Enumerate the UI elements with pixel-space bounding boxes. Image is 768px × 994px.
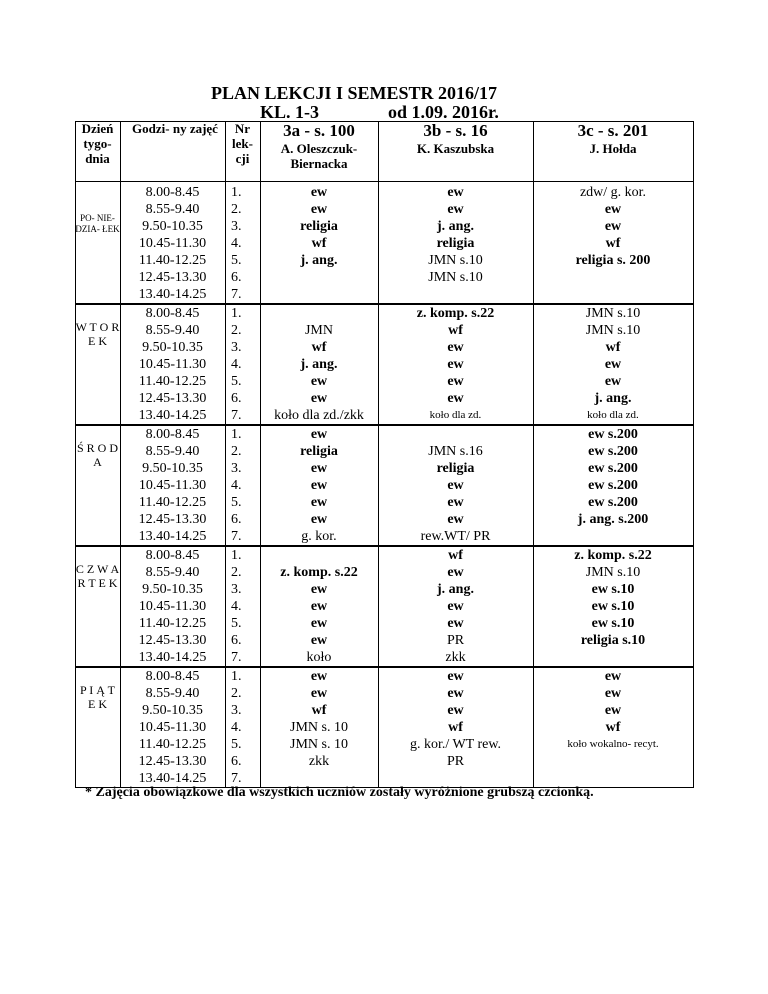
day-label: PO- NIE- DZIA- ŁEK — [75, 213, 120, 234]
class-b-subject: JMN s.10 — [428, 253, 483, 268]
class-a-subject: ew — [310, 686, 328, 701]
class-c-subject: wf — [605, 236, 621, 251]
lesson-number: 3. — [231, 219, 242, 234]
class-c-subject: JMN s.10 — [585, 306, 641, 321]
lesson-number: 5. — [231, 253, 242, 268]
class-c-subject: koło dla zd. — [587, 409, 639, 421]
lesson-row — [75, 235, 693, 252]
time-cell: 8.55-9.40 — [145, 444, 200, 459]
class-c-subject: ew s.200 — [588, 427, 638, 442]
lesson-row — [75, 702, 693, 719]
lesson-number: 7. — [231, 408, 242, 423]
lesson-number: 2. — [231, 323, 242, 338]
lesson-number: 1. — [231, 548, 242, 563]
lesson-number: 6. — [231, 270, 242, 285]
lesson-row — [75, 615, 693, 632]
class-c-name: 3c - s. 201 — [577, 121, 649, 140]
class-c-subject: ew — [604, 669, 622, 684]
time-cell: 9.50-10.35 — [142, 340, 203, 355]
time-cell: 13.40-14.25 — [138, 529, 207, 544]
lesson-row — [75, 494, 693, 511]
class-a-subject: ew — [310, 478, 328, 493]
header-day: Dzień tygo- dnia — [81, 121, 114, 166]
class-c-subject: j. ang. — [594, 391, 632, 406]
start-date: od 1.09. 2016r. — [388, 102, 499, 122]
day-label: C Z W A R T E K — [75, 562, 120, 590]
lesson-number: 4. — [231, 357, 242, 372]
lesson-row — [75, 753, 693, 770]
time-cell: 8.00-8.45 — [145, 185, 200, 200]
table-rule — [75, 121, 693, 122]
lesson-number: 1. — [231, 185, 242, 200]
lesson-number: 6. — [231, 633, 242, 648]
lesson-row — [75, 564, 693, 581]
lesson-row — [75, 511, 693, 528]
class-c-subject: ew s.200 — [588, 461, 638, 476]
time-cell: 10.45-11.30 — [138, 236, 207, 251]
lesson-number: 7. — [231, 529, 242, 544]
column-rule — [225, 121, 226, 788]
class-b-subject: ew — [447, 185, 464, 200]
class-b-subject: ew — [447, 357, 464, 372]
class-b-name: 3b - s. 16 — [423, 121, 488, 140]
header-class-a — [260, 121, 378, 183]
class-a-subject: religia — [300, 444, 338, 459]
class-c-subject: JMN s.10 — [585, 323, 641, 338]
class-a-subject: g. kor. — [301, 529, 337, 544]
class-b-subject: ew — [447, 703, 464, 718]
class-a-subject: ew — [310, 374, 328, 389]
time-cell: 12.45-13.30 — [138, 754, 207, 769]
class-b-subject: koło dla zd. — [429, 409, 482, 421]
lesson-number: 3. — [231, 461, 242, 476]
time-cell: 8.00-8.45 — [145, 669, 200, 684]
lesson-row — [75, 719, 693, 736]
lesson-number: 1. — [231, 306, 242, 321]
lesson-number: 3. — [231, 703, 242, 718]
table-rule — [75, 424, 693, 426]
lesson-number: 4. — [231, 720, 242, 735]
lesson-number: 7. — [231, 287, 242, 302]
time-cell: 12.45-13.30 — [138, 391, 207, 406]
class-b-subject: rew.WT/ PR — [420, 529, 491, 544]
lesson-row — [75, 201, 693, 218]
time-cell: 13.40-14.25 — [138, 287, 207, 302]
class-a-teacher: A. Oleszczuk- Biernacka — [280, 141, 358, 171]
class-b-subject: wf — [448, 323, 463, 338]
lesson-row — [75, 373, 693, 390]
class-b-subject: ew — [447, 669, 464, 684]
lesson-number: 4. — [231, 478, 242, 493]
time-cell: 8.00-8.45 — [145, 427, 200, 442]
class-c-subject: wf — [605, 340, 621, 355]
time-cell: 11.40-12.25 — [138, 495, 207, 510]
class-a-subject: ew — [310, 391, 328, 406]
class-b-subject: JMN s.10 — [428, 270, 483, 285]
class-b-subject: ew — [447, 374, 464, 389]
class-b-subject: ew — [447, 340, 464, 355]
lesson-number: 5. — [231, 495, 242, 510]
day-label: Ś R O D A — [76, 441, 118, 469]
column-rule — [75, 121, 76, 788]
lesson-number: 2. — [231, 565, 242, 580]
lesson-row — [75, 286, 693, 303]
time-cell: 8.55-9.40 — [145, 565, 200, 580]
time-cell: 13.40-14.25 — [138, 771, 207, 786]
time-cell: 11.40-12.25 — [138, 616, 207, 631]
time-cell: 11.40-12.25 — [138, 374, 207, 389]
class-a-subject: ew — [310, 512, 328, 527]
class-a-subject: ew — [310, 202, 328, 217]
column-rule — [378, 121, 379, 788]
class-b-subject: j. ang. — [437, 219, 474, 234]
class-range: KL. 1-3 — [260, 102, 320, 122]
lesson-row — [75, 668, 693, 685]
lesson-row — [75, 598, 693, 615]
time-cell: 13.40-14.25 — [138, 650, 207, 665]
lesson-row — [75, 528, 693, 545]
class-a-subject: zkk — [308, 754, 330, 769]
class-c-subject: ew s.200 — [588, 478, 638, 493]
lesson-number: 7. — [231, 650, 242, 665]
page-title: PLAN LEKCJI I SEMESTR 2016/17 — [210, 83, 498, 103]
lesson-number: 1. — [231, 669, 242, 684]
class-c-subject: zdw/ g. kor. — [579, 185, 647, 200]
class-b-subject: religia — [436, 236, 475, 251]
time-cell: 8.00-8.45 — [145, 548, 200, 563]
lesson-number: 3. — [231, 340, 242, 355]
lesson-number: 2. — [231, 444, 242, 459]
class-a-subject: ew — [310, 495, 328, 510]
table-rule — [75, 303, 693, 305]
time-cell: 10.45-11.30 — [138, 720, 207, 735]
class-b-subject: ew — [447, 599, 464, 614]
lesson-number: 5. — [231, 737, 242, 752]
lesson-number: 1. — [231, 427, 242, 442]
time-cell: 8.55-9.40 — [145, 202, 200, 217]
class-c-subject: ew s.10 — [591, 616, 635, 631]
class-a-subject: ew — [310, 669, 328, 684]
header-class-b — [378, 121, 533, 183]
column-rule — [260, 121, 261, 788]
lesson-row — [75, 322, 693, 339]
class-a-subject: j. ang. — [300, 357, 338, 372]
class-b-subject: g. kor./ WT rew. — [409, 737, 502, 752]
time-cell: 10.45-11.30 — [138, 357, 207, 372]
lesson-row — [75, 685, 693, 702]
class-c-subject: ew — [604, 703, 622, 718]
class-a-subject: ew — [310, 633, 328, 648]
day-label: W T O R E K — [75, 320, 120, 348]
time-cell: 12.45-13.30 — [138, 633, 207, 648]
column-rule — [533, 121, 534, 788]
class-a-subject: ew — [310, 616, 328, 631]
class-a-name: 3a - s. 100 — [283, 121, 355, 140]
class-c-subject: religia s. 200 — [575, 253, 651, 268]
class-b-subject: zkk — [445, 650, 466, 665]
time-cell: 11.40-12.25 — [138, 253, 207, 268]
class-c-subject: ew — [604, 219, 622, 234]
class-b-subject: ew — [447, 686, 464, 701]
lesson-row — [75, 339, 693, 356]
class-b-subject: ew — [447, 565, 464, 580]
class-c-subject: j. ang. s.200 — [577, 512, 649, 527]
lesson-number: 4. — [231, 599, 242, 614]
table-rule — [75, 545, 693, 547]
class-b-subject: wf — [448, 720, 463, 735]
class-a-subject: ew — [310, 185, 328, 200]
class-b-subject: z. komp. s.22 — [416, 306, 495, 321]
class-a-subject: JMN s. 10 — [290, 720, 348, 735]
lesson-row — [75, 426, 693, 443]
class-a-subject: JMN — [304, 323, 333, 338]
class-b-subject: PR — [446, 633, 465, 648]
lesson-row — [75, 305, 693, 322]
time-cell: 9.50-10.35 — [142, 219, 203, 234]
class-a-subject: j. ang. — [300, 253, 338, 268]
class-a-subject: koło dla zd./zkk — [274, 408, 364, 423]
lesson-row — [75, 443, 693, 460]
header-class-c — [533, 121, 693, 183]
lesson-row — [75, 390, 693, 407]
class-b-subject: JMN s.16 — [428, 444, 483, 459]
lesson-number: 7. — [231, 771, 242, 786]
time-cell: 9.50-10.35 — [142, 461, 203, 476]
class-b-subject: ew — [447, 391, 464, 406]
class-a-subject: ew — [310, 427, 328, 442]
column-rule — [120, 121, 121, 788]
lesson-row — [75, 252, 693, 269]
class-b-subject: PR — [446, 754, 465, 769]
time-cell: 11.40-12.25 — [138, 737, 207, 752]
lesson-number: 6. — [231, 512, 242, 527]
class-c-subject: wf — [605, 720, 621, 735]
column-rule — [693, 121, 694, 788]
lesson-number: 4. — [231, 236, 242, 251]
lesson-row — [75, 460, 693, 477]
class-c-subject: ew s.10 — [591, 599, 635, 614]
lesson-row — [75, 547, 693, 564]
class-b-subject: j. ang. — [437, 582, 474, 597]
class-c-subject: ew — [604, 357, 622, 372]
lesson-row — [75, 184, 693, 201]
class-a-subject: wf — [311, 236, 327, 251]
lesson-row — [75, 632, 693, 649]
lesson-row — [75, 581, 693, 598]
class-c-subject: ew — [604, 686, 622, 701]
time-cell: 12.45-13.30 — [138, 512, 207, 527]
class-b-subject: wf — [448, 548, 463, 563]
time-cell: 8.00-8.45 — [145, 306, 200, 321]
class-b-subject: ew — [447, 202, 464, 217]
class-a-subject: ew — [310, 461, 328, 476]
header-nr: Nr lek- cji — [232, 121, 253, 166]
lesson-row — [75, 356, 693, 373]
time-cell: 13.40-14.25 — [138, 408, 207, 423]
lesson-number: 6. — [231, 391, 242, 406]
class-b-subject: ew — [447, 495, 464, 510]
class-b-subject: ew — [447, 478, 464, 493]
lesson-row — [75, 218, 693, 235]
lesson-number: 3. — [231, 582, 242, 597]
class-c-subject: z. komp. s.22 — [574, 548, 652, 563]
time-cell: 8.55-9.40 — [145, 323, 200, 338]
time-cell: 10.45-11.30 — [138, 599, 207, 614]
lesson-row — [75, 649, 693, 666]
time-cell: 10.45-11.30 — [138, 478, 207, 493]
class-b-subject: ew — [447, 512, 464, 527]
class-a-subject: wf — [311, 703, 327, 718]
class-c-subject: ew s.200 — [588, 495, 638, 510]
time-cell: 9.50-10.35 — [142, 703, 203, 718]
class-a-subject: religia — [300, 219, 338, 234]
class-b-teacher: K. Kaszubska — [416, 141, 495, 156]
lesson-row — [75, 736, 693, 753]
lesson-number: 5. — [231, 616, 242, 631]
lesson-row — [75, 407, 693, 424]
class-c-subject: JMN s.10 — [585, 565, 641, 580]
time-cell: 9.50-10.35 — [142, 582, 203, 597]
lesson-row — [75, 477, 693, 494]
class-c-subject: ew — [604, 202, 622, 217]
footer-note: * Zajęcia obowiązkowe dla wszystkich uczniów zostały wyróżnione grubszą czcionką. — [85, 785, 594, 800]
class-c-subject: koło wokalno- recyt. — [567, 738, 659, 750]
lesson-row — [75, 269, 693, 286]
time-cell: 12.45-13.30 — [138, 270, 207, 285]
lesson-number: 6. — [231, 754, 242, 769]
table-rule — [75, 181, 693, 182]
class-a-subject: ew — [310, 599, 328, 614]
lesson-number: 2. — [231, 202, 242, 217]
time-cell: 8.55-9.40 — [145, 686, 200, 701]
class-b-subject: religia — [436, 461, 475, 476]
class-a-subject: z. komp. s.22 — [280, 565, 358, 580]
class-a-subject: ew — [310, 582, 328, 597]
class-a-subject: koło — [306, 650, 332, 665]
header-hours: Godzi- ny zajęć — [132, 121, 218, 136]
class-c-subject: ew s.200 — [588, 444, 638, 459]
class-c-subject: religia s.10 — [580, 633, 646, 648]
lesson-number: 5. — [231, 374, 242, 389]
class-c-teacher: J. Hołda — [589, 141, 637, 156]
table-rule — [75, 666, 693, 668]
class-c-subject: ew s.10 — [591, 582, 635, 597]
lesson-number: 2. — [231, 686, 242, 701]
class-c-subject: ew — [604, 374, 622, 389]
class-a-subject: wf — [311, 340, 327, 355]
class-b-subject: ew — [447, 616, 464, 631]
class-a-subject: JMN s. 10 — [290, 737, 348, 752]
day-label: P I Ą T E K — [79, 683, 115, 711]
